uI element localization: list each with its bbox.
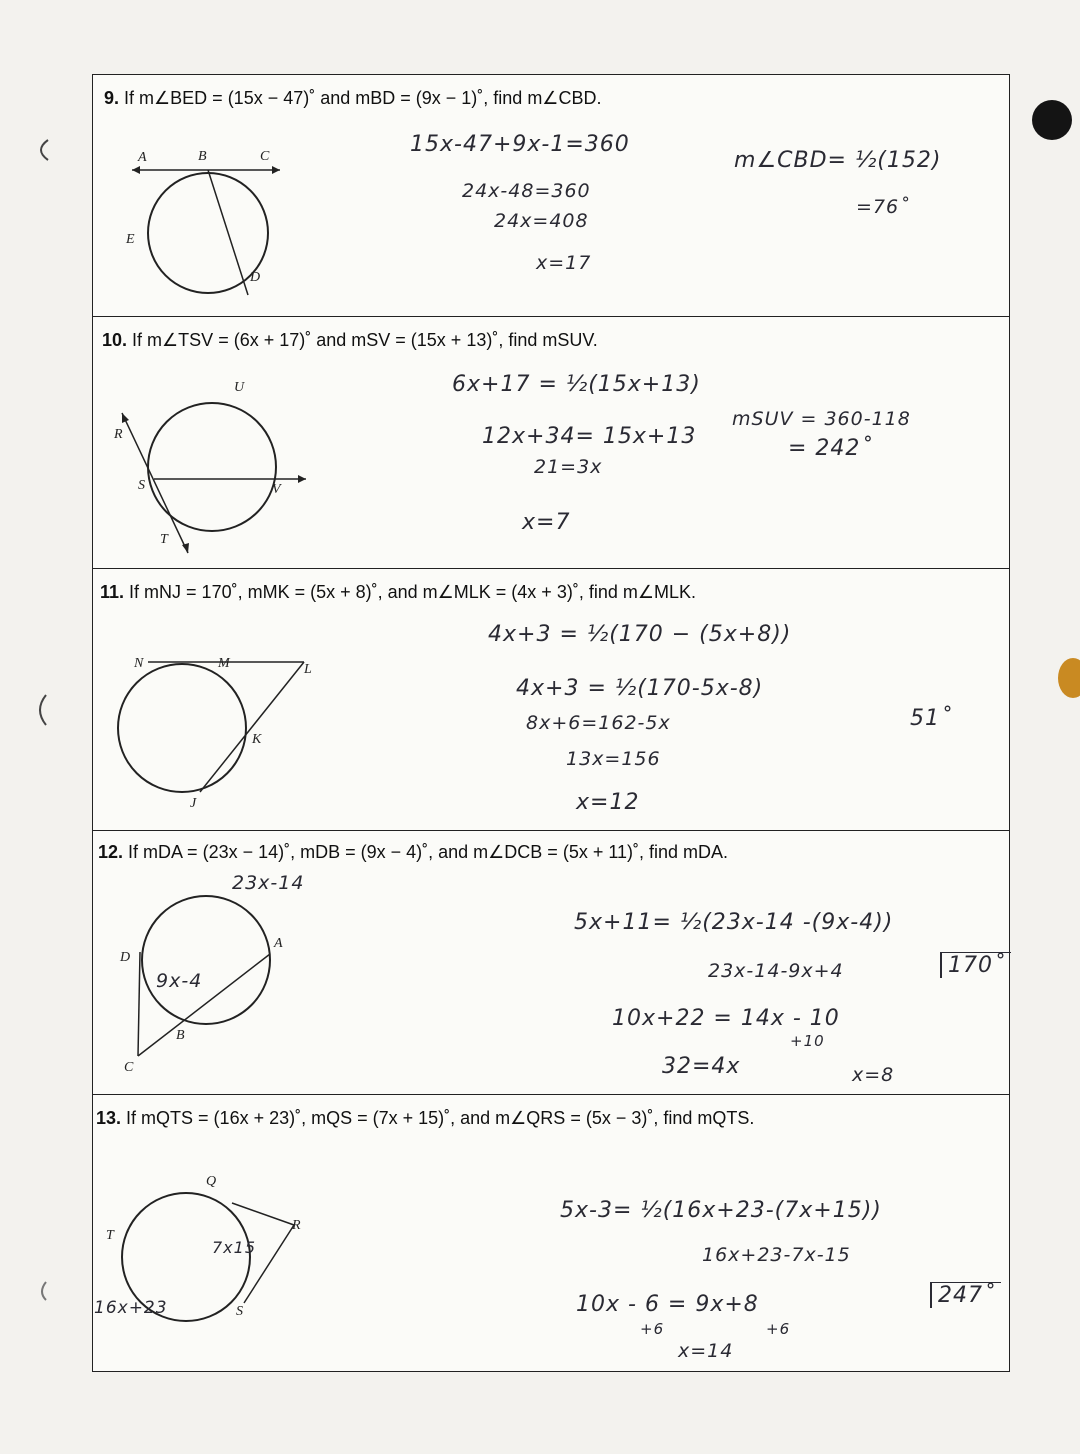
label-r: R [292,1218,301,1233]
divider-10-11 [92,568,1010,569]
work-line-3: 21=3x [534,456,603,478]
work-line-2: 4x+3 = ½(170-5x-8) [516,676,764,701]
binder-marks [20,120,60,1320]
diagram-note-qs: 7x15 [212,1238,257,1257]
side-work-2: =76˚ [856,196,910,218]
work-line-1: 5x+11= ½(23x-14 -(9x-4)) [574,910,894,935]
work-line-2: 12x+34= 15x+13 [482,424,697,449]
label-d: D [250,270,261,285]
label-t: T [160,532,168,547]
work-line-2: 24x-48=360 [462,180,591,202]
label-a: A [138,150,147,165]
work-line-4: +10 [790,1032,825,1050]
work-line-4: +6 [640,1320,665,1338]
side-work-1: mSUV = 360-118 [732,408,911,430]
label-e: E [126,232,135,247]
label-d: D [120,950,131,965]
label-t: T [106,1228,114,1243]
work-line-5: 32=4x [662,1054,741,1079]
work-line-2: 23x-14-9x+4 [708,960,844,982]
label-q: Q [206,1174,217,1189]
label-n: N [134,656,144,671]
work-line-3: 8x+6=162-5x [526,712,671,734]
work-line-6: x=8 [852,1064,895,1086]
label-v: V [272,482,281,497]
problem-number: 9. [104,88,120,108]
diagram-note-qts: 16x+23 [94,1298,168,1318]
side-work-1: 247˚ [930,1282,1001,1308]
work-line-1: 6x+17 = ½(15x+13) [452,372,701,397]
problem-statement: If mQTS = (16x + 23)˚, mQS = (7x + 15)˚, and m∠QRS = (5x − 3)˚, find mQTS. [126,1108,755,1128]
hole-punch-top [1032,100,1072,140]
problem-statement: If m∠BED = (15x − 47)˚ and mBD = (9x − 1)˚, find m∠CBD. [124,88,602,108]
work-line-3: 10x+22 = 14x - 10 [612,1006,840,1031]
problem-number: 10. [102,330,128,350]
problem-11-statement [100,582,696,603]
label-m: M [218,656,230,671]
label-b: B [176,1028,185,1043]
label-u: U [234,380,245,395]
work-line-4: x=17 [536,252,592,274]
work-line-3: 24x=408 [494,210,589,232]
problem-number: 13. [96,1108,122,1128]
side-work-1: 51˚ [910,706,952,731]
problem-statement: If mDA = (23x − 14)˚, mDB = (9x − 4)˚, and m∠DCB = (5x + 11)˚, find mDA. [128,842,729,862]
label-s: S [138,478,145,493]
problem-statement: If m∠TSV = (6x + 17)˚ and mSV = (15x + 13)˚, find mSUV. [132,330,598,350]
work-line-1: 15x-47+9x-1=360 [410,132,630,157]
work-line-1: 4x+3 = ½(170 − (5x+8)) [488,622,792,647]
diagram-note-da: 23x-14 [232,872,305,894]
problem-statement: If mNJ = 170˚, mMK = (5x + 8)˚, and m∠MLK = (4x + 3)˚, find m∠MLK. [129,582,696,602]
problem-9-diagram [120,145,300,305]
problem-12-statement [98,842,728,863]
divider-12-13 [92,1094,1010,1095]
label-c: C [124,1060,134,1075]
side-work-1: 170˚ [940,952,1011,978]
problem-12-diagram [120,890,290,1070]
problem-13-statement [96,1108,754,1129]
work-line-2: 16x+23-7x-15 [702,1244,851,1266]
problem-9-statement [104,88,601,109]
side-work-2: = 242˚ [788,436,873,461]
divider-11-12 [92,830,1010,831]
label-r: R [114,427,123,442]
work-line-4: x=7 [522,510,571,535]
label-s: S [236,1304,243,1319]
diagram-note-db: 9x-4 [156,970,203,992]
work-line-4: 13x=156 [566,748,661,770]
label-l: L [304,662,312,677]
label-b: B [198,149,207,164]
problem-11-diagram [108,656,318,806]
label-c: C [260,149,270,164]
label-k: K [252,732,262,747]
work-line-6: x=14 [678,1340,734,1362]
work-line-5: +6 [766,1320,791,1338]
label-a: A [274,936,283,951]
problem-number: 11. [100,582,125,602]
problem-10-statement [102,330,598,351]
label-j: J [190,796,197,811]
side-work-1: m∠CBD= ½(152) [734,148,942,173]
work-line-5: x=12 [576,790,640,815]
work-line-3: 10x - 6 = 9x+8 [576,1292,759,1317]
divider-9-10 [92,316,1010,317]
hole-punch-middle [1058,658,1080,698]
problem-number: 12. [98,842,124,862]
work-line-1: 5x-3= ½(16x+23-(7x+15)) [560,1198,882,1223]
